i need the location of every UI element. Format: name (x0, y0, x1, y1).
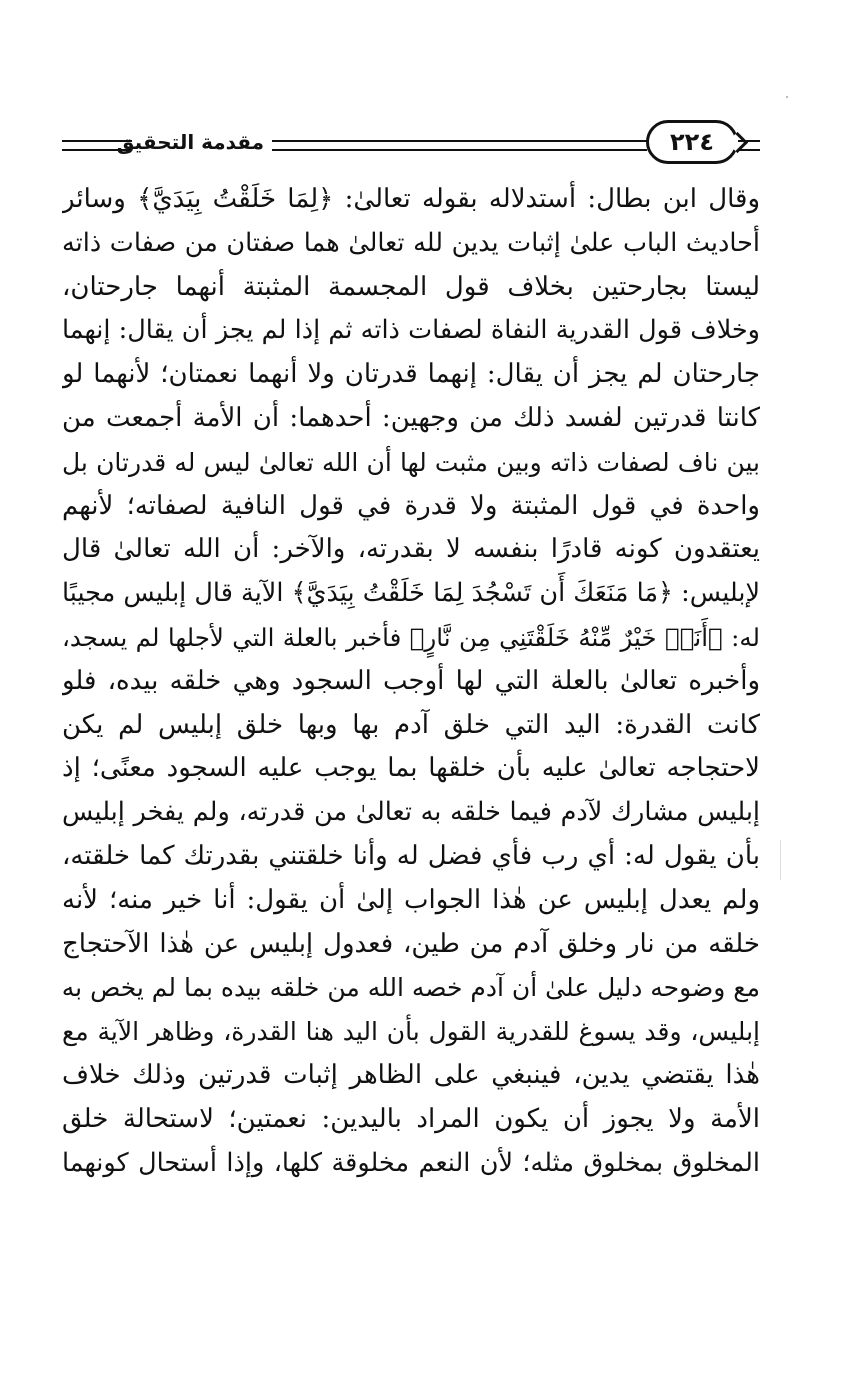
header-rule-right (738, 140, 760, 151)
text-line: المخلوق بمخلوق مثله؛ لأن النعم مخلوقة كلها، وإذا أستحال كونهما (62, 1147, 760, 1178)
text-line: كانتا قدرتين لفسد ذلك من وجهين: أحدهما: أن الأمة أجمعت من (62, 402, 760, 433)
text-line: بين ناف لصفات ذاته وبين مثبت لها أن الله تعالىٰ ليس له قدرتان بل (62, 447, 760, 477)
text-line: أحاديث الباب علىٰ إثبات يدين لله تعالىٰ هما صفتان من صفات ذاته (62, 227, 760, 258)
text-line: إبليس، وقد يسوغ للقدرية القول بأن اليد هنا القدرة، وظاهر الآية مع (62, 1017, 760, 1047)
text-line: واحدة في قول المثبتة ولا قدرة في قول النافية لصفاته؛ لأنهم (62, 490, 760, 521)
text-line: جارحتان لم يجز أن يقال: إنهما قدرتان ولا أنهما نعمتان؛ لأنهما لو (62, 359, 760, 390)
text-line: ليستا بجارحتين بخلاف قول المجسمة المثبتة أنهما جارحتان، (62, 271, 760, 302)
running-title: مقدمة التحقيق (116, 130, 264, 154)
text-line: هٰذا يقتضي يدين، فينبغي على الظاهر إثبات قدرتين وذلك خلاف (62, 1059, 760, 1090)
page-number-badge: ٢٢٤ (646, 120, 738, 164)
text-line: لإبليس: ﴿مَا مَنَعَكَ أَن تَسْجُدَ لِمَا خَلَقْتُ بِيَدَيَّ﴾ الآية قال إبليس مجيبًا (62, 578, 760, 609)
text-line: يعتقدون كونه قادرًا بنفسه لا بقدرته، والآخر: أن الله تعالىٰ قال (62, 534, 760, 565)
running-header (62, 118, 760, 172)
text-line: وخلاف قول القدرية النفاة لصفات ذاته ثم إذا لم يجز أن يقال: إنهما (62, 315, 760, 346)
header-rule-middle (272, 140, 647, 151)
text-line: لاحتجاجه تعالىٰ عليه بأن خلقها بما يوجب عليه السجود معنًى؛ إذ (62, 753, 760, 784)
text-line: الأمة ولا يجوز أن يكون المراد باليدين: نعمتين؛ لاستحالة خلق (62, 1103, 760, 1134)
text-line: إبليس مشارك لآدم فيما خلقه به تعالىٰ من قدرته، ولم يفخر إبليس (62, 797, 760, 828)
text-line: بأن يقول له: أي رب فأي فضل له وأنا خلقتني بقدرتك كما خلقته، (62, 840, 760, 871)
scan-speck (786, 96, 788, 98)
body-text (62, 178, 760, 1298)
text-line: وأخبره تعالىٰ بالعلة التي لها أوجب السجود وهي خلقه بيده، فلو (62, 665, 760, 696)
text-line: ولم يعدل إبليس عن هٰذا الجواب إلىٰ أن يقول: أنا خير منه؛ لأنه (62, 884, 760, 915)
text-line: خلقه من نار وخلق آدم من طين، فعدول إبليس عن هٰذا الآحتجاج (62, 928, 760, 959)
scan-mark (780, 840, 781, 880)
text-line: له: ﴿أَنَا۠ خَيْرٌ مِّنْهُ خَلَقْتَنِي مِن نَّارٍ﴾ فأخبر بالعلة التي لأجلها لم يسجد، (62, 622, 760, 652)
text-line: كانت القدرة: اليد التي خلق آدم بها وبها خلق إبليس لم يكن (62, 709, 760, 740)
text-line: مع وضوحه دليل علىٰ أن آدم خصه الله من خلقه بيده بما لم يخص به (62, 973, 760, 1003)
text-line: وقال ابن بطال: أستدلاله بقوله تعالىٰ: ﴿لِمَا خَلَقْتُ بِيَدَيَّ﴾ وسائر (62, 184, 760, 214)
